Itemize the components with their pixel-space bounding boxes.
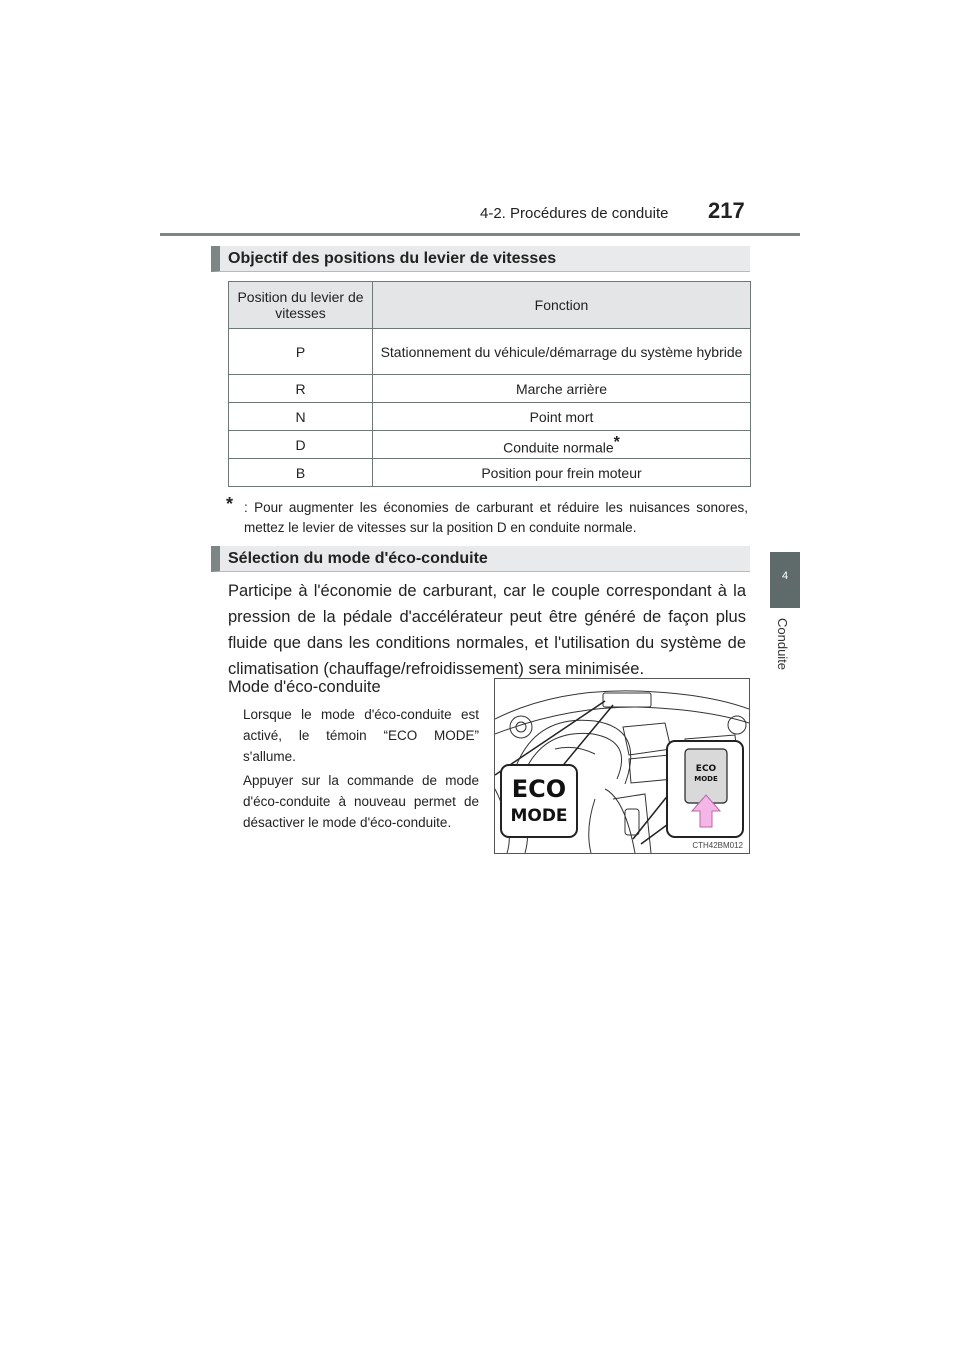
eco-mode-illustration bbox=[494, 678, 750, 854]
eco-mode-subheading: Mode d'éco-conduite bbox=[228, 678, 381, 696]
eco-button-line2: MODE bbox=[694, 775, 718, 783]
table-row bbox=[229, 329, 751, 375]
function-cell: Stationnement du véhicule/démarrage du système hybride bbox=[373, 329, 751, 375]
position-cell: R bbox=[229, 375, 373, 403]
position-cell: P bbox=[229, 329, 373, 375]
header-rule bbox=[160, 233, 800, 236]
page-number: 217 bbox=[708, 198, 745, 223]
eco-mode-text-activate: Lorsque le mode d'éco-conduite est activé, le témoin “ECO MODE” s'allume. bbox=[243, 707, 479, 764]
section-heading-text: Objectif des positions du levier de vitesses bbox=[228, 250, 557, 267]
position-cell: N bbox=[229, 403, 373, 431]
footnote-marker: * bbox=[613, 433, 620, 451]
column-header-position: Position du levier de vitesses bbox=[229, 282, 373, 329]
function-text: Conduite normale bbox=[503, 439, 614, 456]
chapter-label: Conduite bbox=[775, 618, 790, 671]
section-heading-gear-positions bbox=[211, 246, 750, 272]
header-section-title: 4-2. Procédures de conduite bbox=[480, 205, 669, 222]
table-row bbox=[229, 403, 751, 431]
column-header-function: Fonction bbox=[373, 282, 751, 329]
table-header-row bbox=[229, 282, 751, 329]
position-cell: D bbox=[229, 431, 373, 459]
illustration-code: CTH42BM012 bbox=[692, 841, 743, 850]
table-row bbox=[229, 459, 751, 487]
section-heading-eco-mode bbox=[211, 546, 750, 572]
dashboard-drawing bbox=[495, 679, 749, 853]
gear-position-table bbox=[228, 281, 751, 487]
function-cell bbox=[373, 431, 751, 459]
eco-callout-line1: ECO bbox=[511, 775, 567, 803]
function-cell: Position pour frein moteur bbox=[373, 459, 751, 487]
footnote-star: * bbox=[226, 494, 234, 514]
chapter-number: 4 bbox=[781, 570, 789, 582]
position-cell: B bbox=[229, 459, 373, 487]
section-heading-text: Sélection du mode d'éco-conduite bbox=[228, 550, 488, 567]
eco-button-line1: ECO bbox=[695, 764, 717, 774]
table-row bbox=[229, 431, 751, 459]
eco-mode-text-deactivate: Appuyer sur la commande de mode d'éco-conduite à nouveau permet de désactiver le mode d'éco-conduite. bbox=[243, 773, 479, 830]
function-cell: Marche arrière bbox=[373, 375, 751, 403]
eco-mode-paragraph: Participe à l'économie de carburant, car le couple correspondant à la pression de la pédale d'accélérateur peut être généré de façon plus fluide que dans les conditions normales, et l'utilisation du système de climatisation (chauffage/refroidissement) sera minimisée. bbox=[228, 582, 746, 678]
footnote bbox=[226, 494, 748, 538]
function-cell: Point mort bbox=[373, 403, 751, 431]
eco-callout-line2: MODE bbox=[510, 806, 568, 826]
table-row bbox=[229, 375, 751, 403]
footnote-text: : Pour augmenter les économies de carburant et réduire les nuisances sonores, mettez le levier de vitesses sur la position D en conduite normale. bbox=[244, 500, 748, 535]
